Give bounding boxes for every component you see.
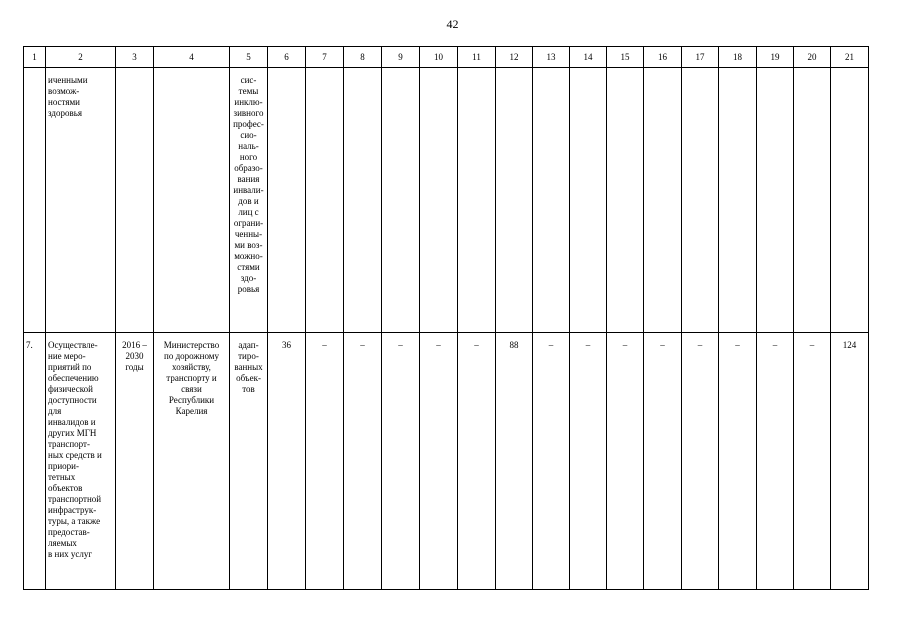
page-number: 42	[446, 17, 459, 31]
header-cell: 9	[382, 47, 420, 68]
cell-empty	[116, 68, 154, 333]
header-cell: 12	[496, 47, 533, 68]
cell-empty	[24, 68, 46, 333]
header-cell: 13	[533, 47, 570, 68]
header-cell: 7	[306, 47, 344, 68]
cell-empty	[382, 68, 420, 333]
cell-indicator: сис- темы инклю- зивного профес- сио- наль- ного образо- вания инвали- дов и лиц с ограни- ченны- ми воз- можно- стями здо- ровья	[230, 68, 268, 333]
cell-value: –	[757, 333, 794, 590]
cell-value: –	[306, 333, 344, 590]
cell-empty	[757, 68, 794, 333]
cell-period: 2016 – 2030 годы	[116, 333, 154, 590]
header-cell: 19	[757, 47, 794, 68]
cell-value: 36	[268, 333, 306, 590]
cell-empty	[719, 68, 757, 333]
cell-activity: иченными возмож- ностями здоровья	[46, 68, 116, 333]
header-cell: 15	[607, 47, 644, 68]
cell-empty	[154, 68, 230, 333]
cell-value: –	[344, 333, 382, 590]
cell-value: –	[533, 333, 570, 590]
cell-value: 88	[496, 333, 533, 590]
header-cell: 4	[154, 47, 230, 68]
cell-empty	[570, 68, 607, 333]
cell-row-number: 7.	[24, 333, 46, 590]
cell-value: 124	[831, 333, 869, 590]
header-cell: 16	[644, 47, 682, 68]
cell-empty	[268, 68, 306, 333]
header-cell: 6	[268, 47, 306, 68]
header-cell: 10	[420, 47, 458, 68]
cell-empty	[607, 68, 644, 333]
cell-value: –	[420, 333, 458, 590]
cell-empty	[306, 68, 344, 333]
cell-empty	[644, 68, 682, 333]
cell-empty	[496, 68, 533, 333]
header-row	[24, 47, 869, 68]
cell-empty	[344, 68, 382, 333]
cell-indicator: адап- тиро- ванных объек- тов	[230, 333, 268, 590]
cell-value: –	[794, 333, 831, 590]
header-cell: 5	[230, 47, 268, 68]
cell-value: –	[570, 333, 607, 590]
header-cell: 21	[831, 47, 869, 68]
cell-value: –	[644, 333, 682, 590]
cell-empty	[831, 68, 869, 333]
cell-empty	[420, 68, 458, 333]
header-cell: 8	[344, 47, 382, 68]
cell-value: –	[458, 333, 496, 590]
table-row-continuation	[24, 68, 869, 333]
header-cell: 1	[24, 47, 46, 68]
header-cell: 11	[458, 47, 496, 68]
header-cell: 17	[682, 47, 719, 68]
cell-empty	[458, 68, 496, 333]
header-cell: 3	[116, 47, 154, 68]
cell-empty	[682, 68, 719, 333]
cell-value: –	[682, 333, 719, 590]
header-cell: 20	[794, 47, 831, 68]
cell-executor: Министерство по дорожному хозяйству, транспорту и связи Республики Карелия	[154, 333, 230, 590]
header-cell: 14	[570, 47, 607, 68]
cell-value: –	[607, 333, 644, 590]
cell-activity: Осуществле- ние меро- приятий по обеспечению физической доступности для инвалидов и других МГН транспорт- ных средств и приори- тетных объектов транспортной инфраструк- туры, а также предостав- ляемых в них услуг	[46, 333, 116, 590]
cell-empty	[794, 68, 831, 333]
header-cell: 2	[46, 47, 116, 68]
data-table	[23, 46, 869, 590]
header-cell: 18	[719, 47, 757, 68]
cell-value: –	[382, 333, 420, 590]
cell-value: –	[719, 333, 757, 590]
table-row-7	[24, 333, 869, 590]
cell-empty	[533, 68, 570, 333]
